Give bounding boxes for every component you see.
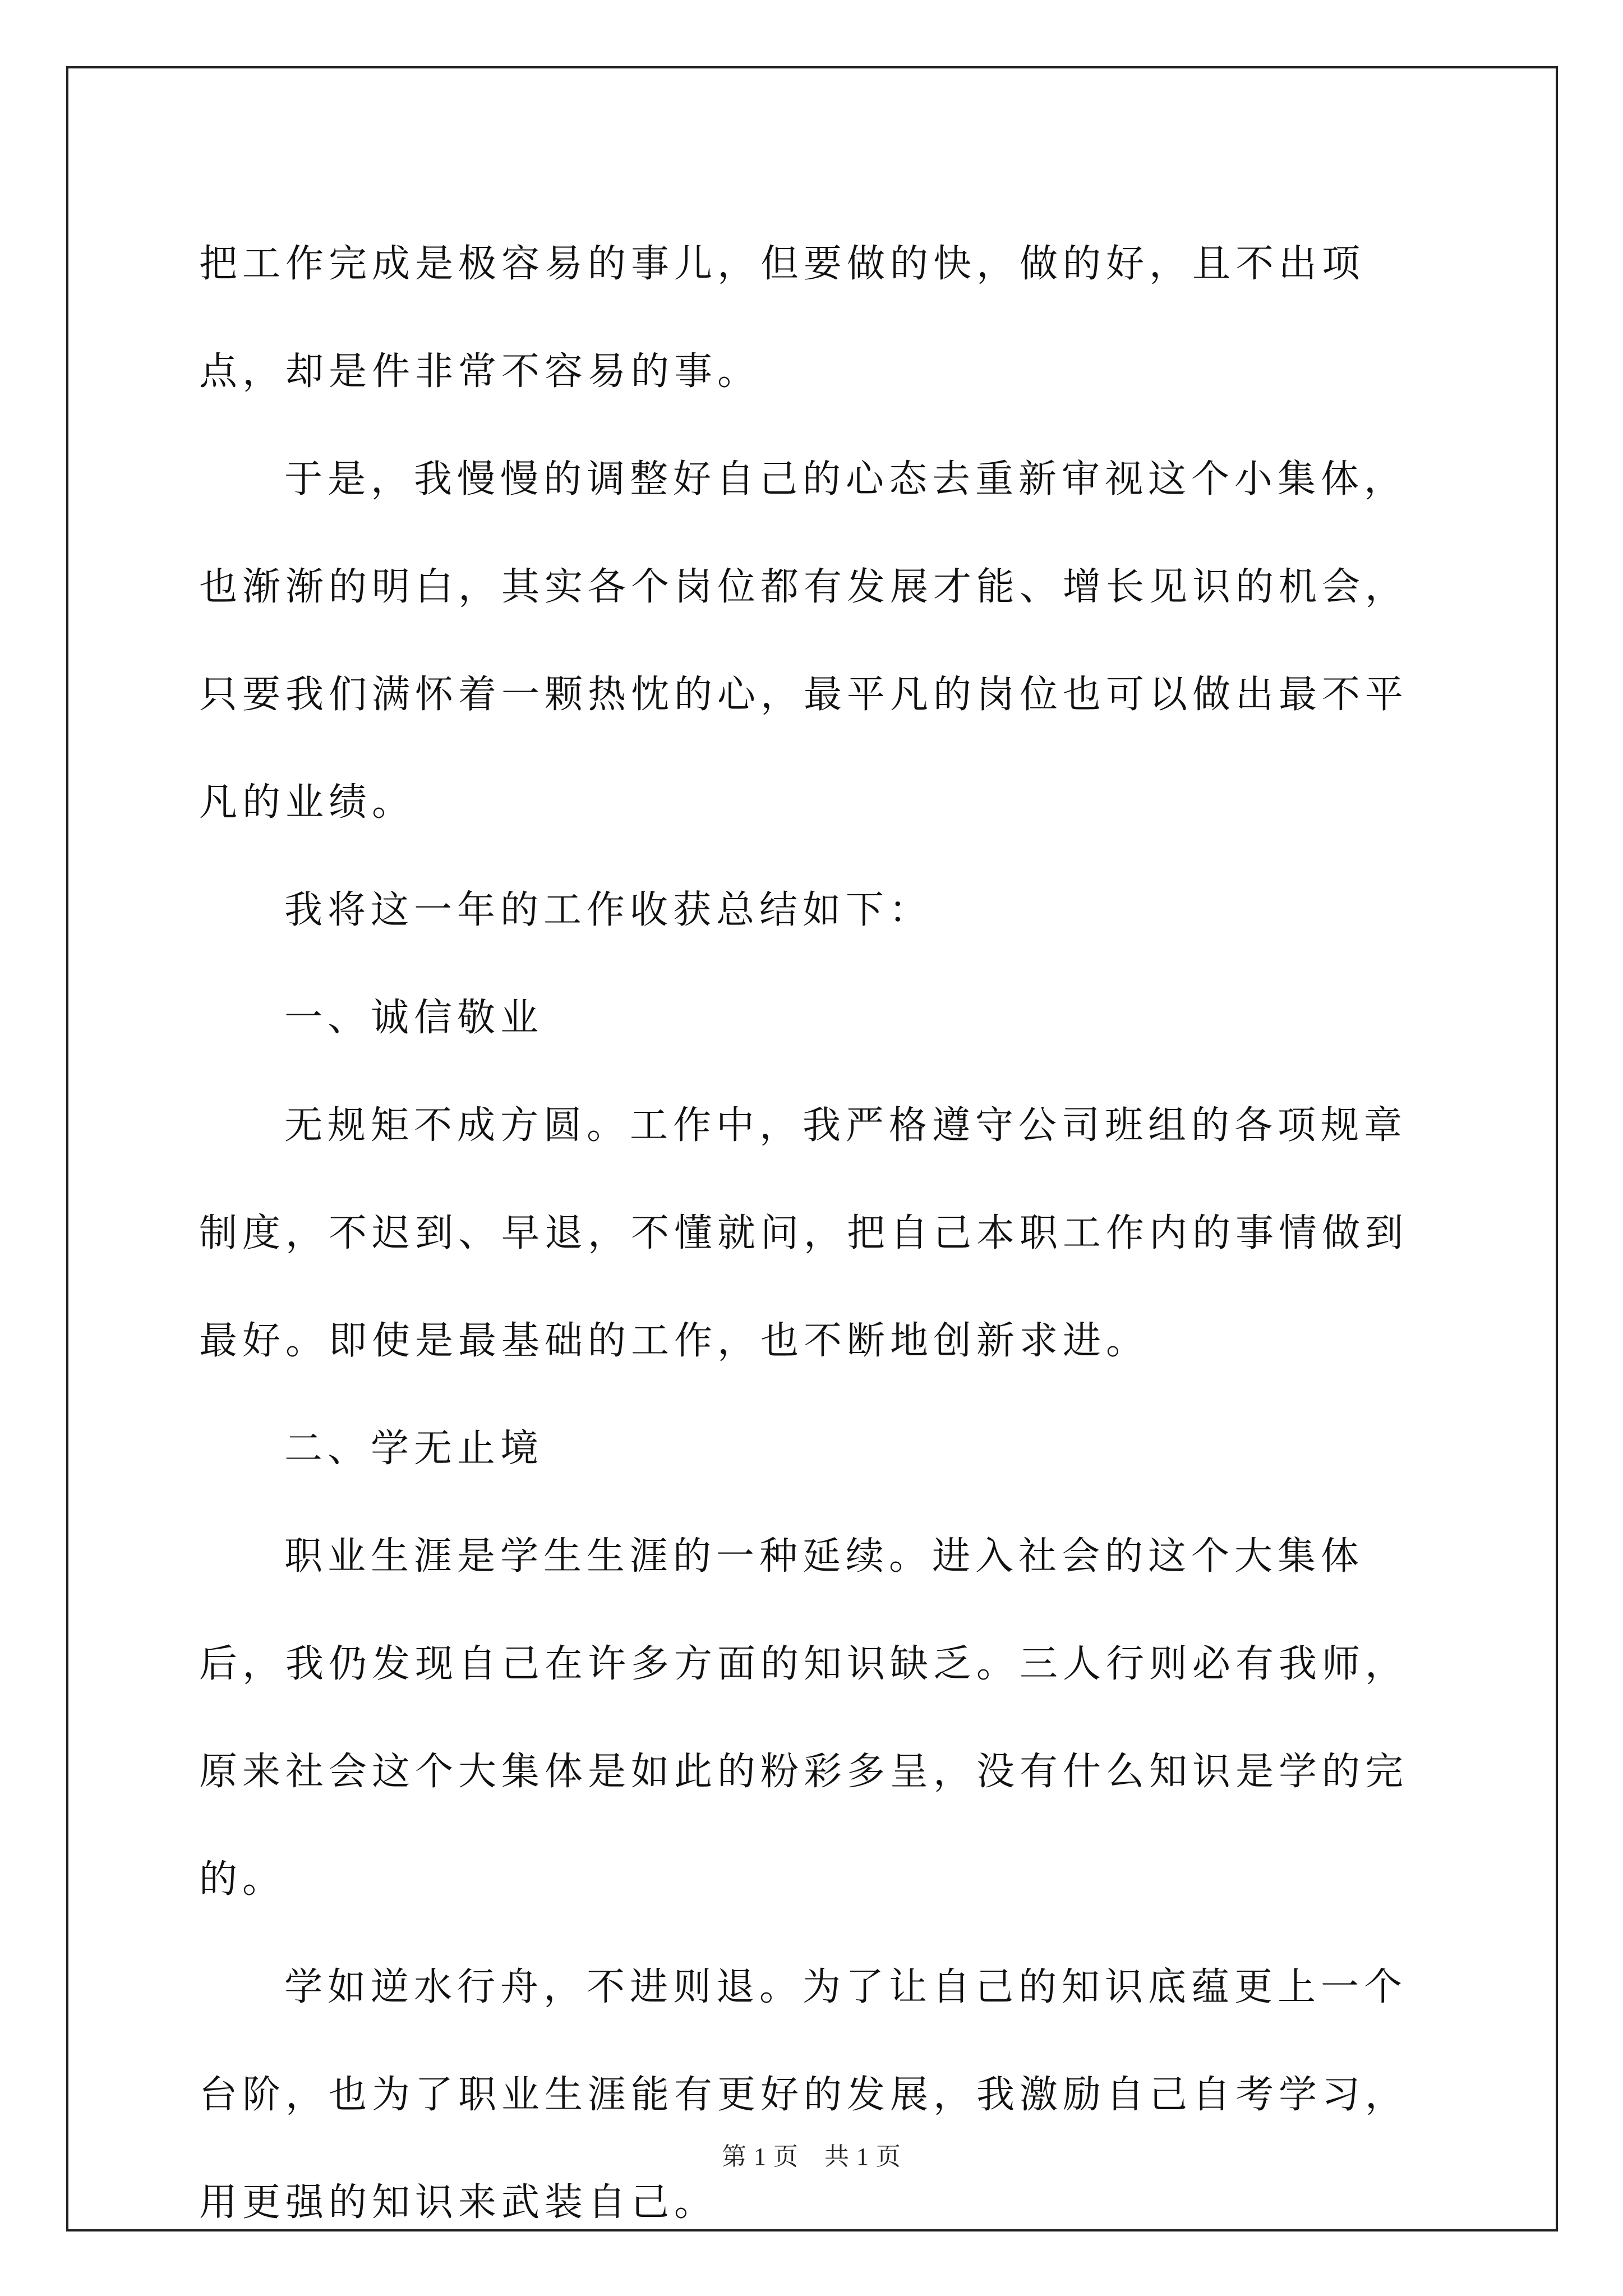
section-heading: 二、学无止境	[284, 1427, 544, 1471]
document-body	[199, 210, 1438, 2257]
paragraph: 我将这一年的工作收获总结如下：	[284, 888, 933, 932]
paragraph: 无规矩不成方圆。工作中，我严格遵守公司班组的各项规章制度，不迟到、早退，不懂就问，把自己本职工作内的事情做到最好。即使是最基础的工作，也不断地创新求进。	[199, 1103, 1409, 1363]
section-heading: 一、诚信敬业	[284, 996, 544, 1040]
paragraph: 学如逆水行舟，不进则退。为了让自己的知识底蕴更上一个台阶，也为了职业生涯能有更好的发展，我激励自己自考学习，用更强的知识来武装自己。	[199, 1965, 1409, 2225]
page-total: 共 1 页	[824, 2143, 901, 2170]
page-number: 第 1 页	[722, 2143, 799, 2170]
paragraph: 职业生涯是学生生涯的一种延续。进入社会的这个大集体后，我仍发现自己在许多方面的知识缺乏。三人行则必有我师，原来社会这个大集体是如此的粉彩多呈，没有什么知识是学的完的。	[199, 1534, 1409, 1902]
paragraph: 把工作完成是极容易的事儿，但要做的快，做的好，且不出项点，却是件非常不容易的事。	[199, 242, 1366, 394]
paragraph: 于是，我慢慢的调整好自己的心态去重新审视这个小集体，也渐渐的明白，其实各个岗位都有发展才能、增长见识的机会，只要我们满怀着一颗热忱的心，最平凡的岗位也可以做出最不平凡的业绩。	[199, 457, 1409, 825]
page-footer	[0, 2136, 1623, 2172]
